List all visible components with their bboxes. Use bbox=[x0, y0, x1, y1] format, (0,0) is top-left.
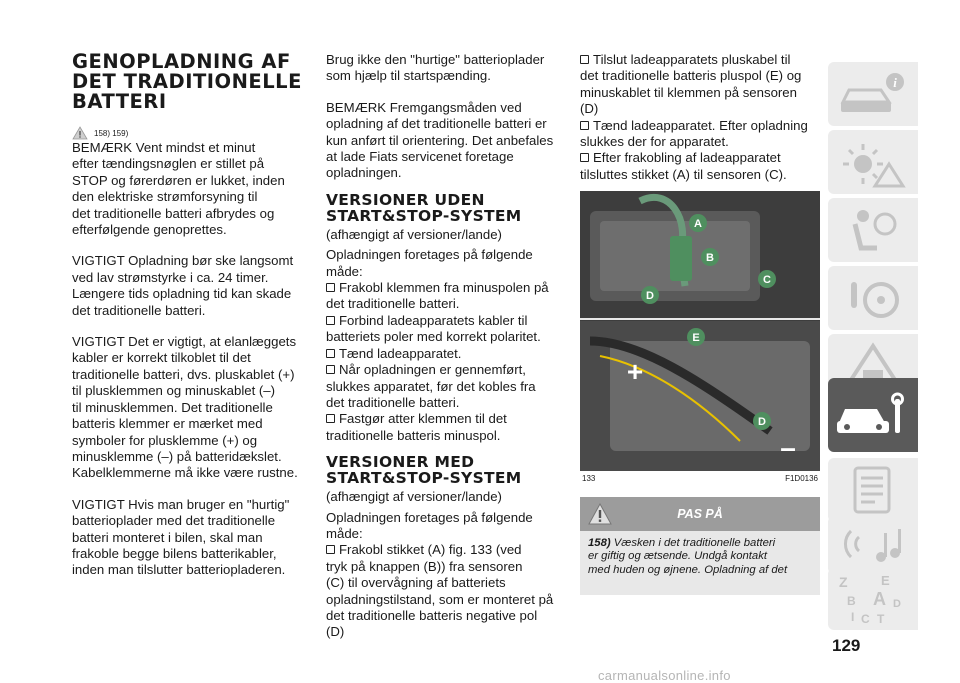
figure-label-a: A bbox=[694, 218, 702, 231]
svg-text:E: E bbox=[881, 573, 890, 588]
step-item: Tænd ladeapparatet. bbox=[326, 346, 558, 362]
steps-intro: Opladningen foretages på følgende måde: bbox=[326, 509, 533, 541]
steering-wheel-icon bbox=[833, 270, 913, 326]
tab-starting-driving[interactable] bbox=[828, 266, 918, 330]
figure-label-d: D bbox=[758, 416, 766, 429]
battery-connection-illustration bbox=[580, 191, 820, 471]
subsection-subtitle: (afhængigt af versioner/lande) bbox=[326, 489, 502, 505]
document-list-icon bbox=[833, 462, 913, 518]
warning-box bbox=[580, 497, 820, 595]
paragraph-important: VIGTIGT Hvis man bruger en "hurtig" batterioplader med det traditionelle batteri monteret i bilen, skal man frakoble begge bilens batterikabler, inden man tilslutter batteriopladeren. bbox=[72, 496, 290, 578]
step-item: Forbind ladeapparatets kabler til batteriets poler med korrekt polaritet. bbox=[326, 312, 541, 345]
checkbox-bullet-icon bbox=[326, 349, 335, 358]
step-item: Når opladningen er gennemført, slukkes apparatet, før det kobles fra det traditionelle batteri. bbox=[326, 362, 536, 410]
checkbox-bullet-icon bbox=[326, 414, 335, 423]
step-item: Tænd ladeapparatet. Efter opladning slukkes der for apparatet. bbox=[580, 117, 808, 150]
section-title bbox=[72, 52, 304, 112]
checkbox-bullet-icon bbox=[580, 153, 589, 162]
paragraph-note: BEMÆRK Fremgangsmåden ved opladning af det traditionelle batteri er kun anført til orientering. Det anbefales at lade Fiats servicenet foretage opladningen. bbox=[326, 99, 554, 181]
car-info-icon bbox=[833, 66, 913, 122]
paragraph-intro: Brug ikke den "hurtige" batterioplader som hjælp til startspænding. bbox=[326, 52, 545, 84]
warning-title: PAS PÅ bbox=[677, 507, 723, 522]
title-line: DET TRADITIONELLE bbox=[72, 70, 302, 93]
figure-label-d: D bbox=[646, 290, 654, 303]
paragraph-important: VIGTIGT Opladning bør ske langsomt ved lav strømstyrke i ca. 24 timer. Længere tids opladning tid kan skade det traditionelle batteri. bbox=[72, 253, 294, 318]
watermark: carmanualsonline.info bbox=[598, 668, 731, 683]
step-item: Frakobl stikket (A) fig. 133 (ved tryk på knappen (B)) fra sensoren (C) til overvågning af batteriets opladningstilstand, som er monteret på det traditionelle batteris negative pol (D) bbox=[326, 542, 554, 640]
plus-symbol: + bbox=[626, 356, 644, 388]
checkbox-bullet-icon bbox=[580, 55, 589, 64]
warning-references bbox=[72, 126, 304, 140]
svg-text:I: I bbox=[851, 610, 855, 624]
tab-index[interactable] bbox=[828, 568, 918, 630]
checkbox-bullet-icon bbox=[326, 365, 335, 374]
column-3 bbox=[580, 52, 820, 595]
airbag-seat-icon bbox=[833, 202, 913, 258]
battery-figure bbox=[580, 191, 820, 471]
step-item: Tilslut ladeapparatets pluskabel til det traditionelle batteris pluspol (E) og minuskablet til klemmen på sensoren (D) bbox=[580, 52, 802, 117]
subsection-title: VERSIONER UDEN START&STOP-SYSTEM bbox=[326, 190, 522, 225]
figure-number: 133 bbox=[582, 474, 596, 484]
svg-text:T: T bbox=[877, 612, 885, 626]
car-wrench-icon bbox=[833, 387, 913, 443]
paragraph-important: VIGTIGT Det er vigtigt, at elanlæggets kabler er korrekt tilkoblet til det traditionelle batteri, dvs. pluskablet (+) til plusklemmen og minuskablet (–) til minusklemmen. Det traditionelle batteris klemmer er mærket med symboler for plusklemme (+) og minusklemme (–) på batteridækslet. Kabelklemmerne må ikke være rustne. bbox=[72, 334, 298, 481]
svg-text:B: B bbox=[847, 594, 856, 608]
figure-label-c: C bbox=[763, 274, 771, 287]
warning-triangle-icon bbox=[588, 503, 612, 525]
figure-label-b: B bbox=[706, 252, 714, 265]
minus-symbol: – bbox=[780, 432, 796, 464]
alphabet-index-icon bbox=[833, 571, 913, 627]
step-item: Efter frakobling af ladeapparatet tilsluttes stikket (A) til sensoren (C). bbox=[580, 150, 787, 182]
title-line: GENOPLADNING AF bbox=[72, 50, 291, 73]
page-number: 129 bbox=[832, 636, 861, 655]
figure-code: F1D0136 bbox=[785, 474, 818, 484]
paragraph-note: BEMÆRK Vent mindst et minut efter tændingsnøglen er stillet på STOP og førerdøren er lukket, inden den elektriske strømforsyning til det traditionelle batteri afbrydes og efterfølgende genoprettes. bbox=[72, 140, 285, 238]
svg-text:i: i bbox=[893, 75, 897, 90]
checkbox-bullet-icon bbox=[326, 545, 335, 554]
warning-triangle-icon bbox=[72, 126, 88, 140]
tab-multimedia[interactable] bbox=[828, 516, 918, 574]
figure-label-e: E bbox=[692, 332, 700, 345]
checkbox-bullet-icon bbox=[580, 121, 589, 130]
column-1 bbox=[72, 52, 304, 579]
subsection-title: VERSIONER MED START&STOP-SYSTEM bbox=[326, 453, 522, 488]
warning-text: 158) Væsken i det traditionelle batteri er giftig og ætsende. Undgå kontakt med huden og øjnene. Opladning af det bbox=[580, 531, 820, 595]
steps-intro: Opladningen foretages på følgende måde: bbox=[326, 247, 533, 279]
checkbox-bullet-icon bbox=[326, 283, 335, 292]
multimedia-icon bbox=[833, 517, 913, 573]
tab-maintenance[interactable] bbox=[828, 378, 918, 452]
figure-caption bbox=[580, 474, 820, 483]
checkbox-bullet-icon bbox=[326, 316, 335, 325]
svg-text:Z: Z bbox=[839, 574, 848, 590]
warning-header bbox=[580, 497, 820, 531]
step-item: Frakobl klemmen fra minuspolen på det traditionelle batteri. bbox=[326, 280, 549, 312]
subsection-subtitle: (afhængigt af versioner/lande) bbox=[326, 226, 502, 242]
step-item: Fastgør atter klemmen til det traditionelle batteris minuspol. bbox=[326, 411, 507, 443]
tab-technical-data[interactable] bbox=[828, 458, 918, 522]
tab-car-info[interactable] bbox=[828, 62, 918, 126]
column-2 bbox=[326, 52, 558, 641]
warning-lights-icon bbox=[833, 134, 913, 190]
svg-text:A: A bbox=[873, 589, 886, 609]
tab-warning-lights[interactable] bbox=[828, 130, 918, 194]
svg-text:C: C bbox=[861, 612, 870, 626]
reference-numbers: 158) 159) bbox=[94, 128, 129, 138]
title-line: BATTERI bbox=[72, 90, 167, 113]
tab-safety[interactable] bbox=[828, 198, 918, 262]
svg-text:D: D bbox=[893, 598, 901, 610]
